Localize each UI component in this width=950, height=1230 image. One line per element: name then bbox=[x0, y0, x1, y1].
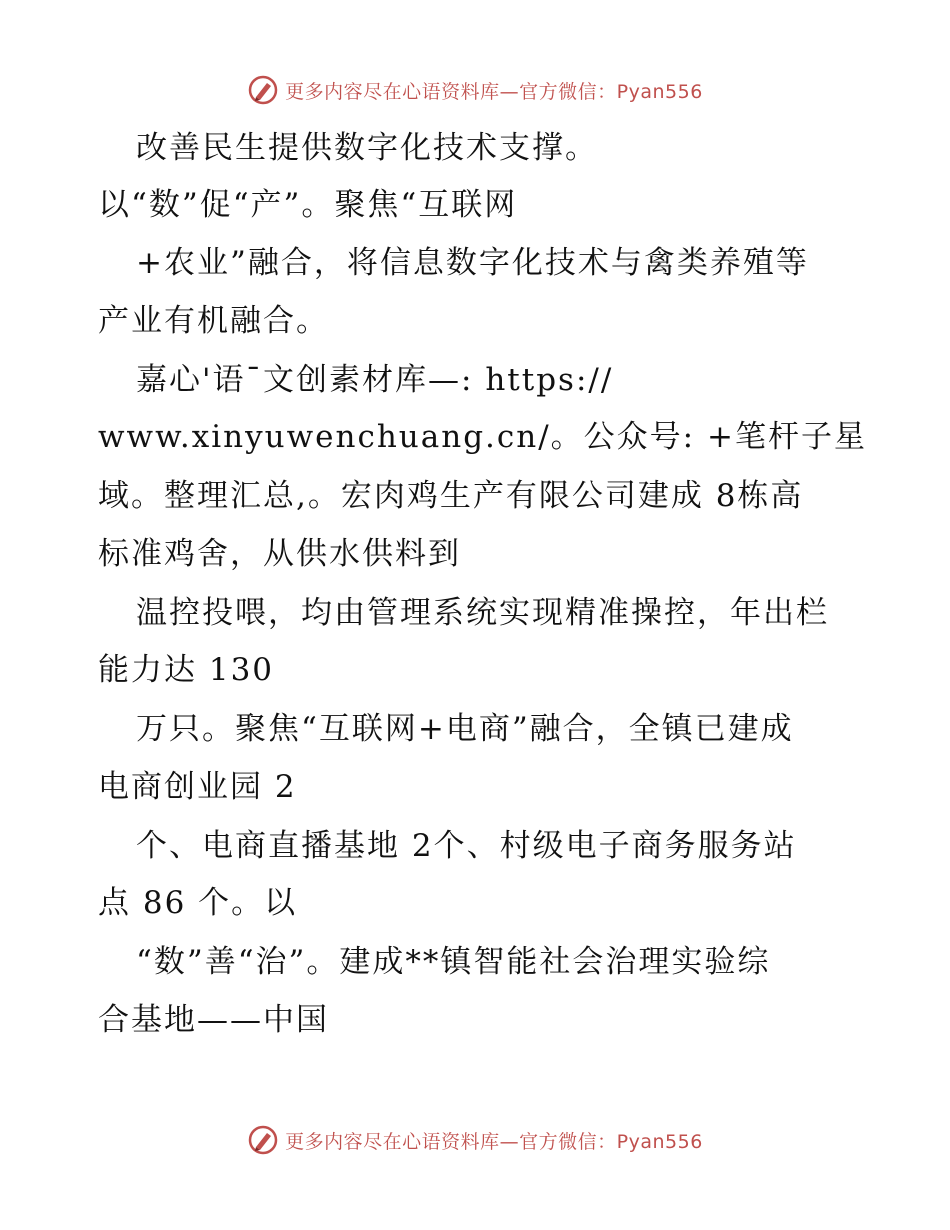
body-line: “数”善“治”。建成**镇智能社会治理实验综 bbox=[136, 944, 771, 980]
body-line: 合基地——中国 bbox=[98, 1002, 329, 1038]
body-line: 温控投喂，均由管理系统实现精准操控，年出栏 bbox=[136, 595, 829, 631]
body-line: 标准鸡舍，从供水供料到 bbox=[98, 536, 461, 572]
body-line: 电商创业园 2 bbox=[98, 769, 297, 805]
footer-watermark bbox=[0, 1120, 950, 1160]
header-watermark bbox=[0, 70, 950, 110]
pen-logo-icon bbox=[247, 74, 279, 106]
body-line: 嘉心'语¯文创素材库—: https:// bbox=[136, 362, 614, 398]
pen-logo-icon bbox=[247, 1124, 279, 1156]
body-line: 改善民生提供数字化技术支撑。 bbox=[136, 130, 598, 166]
footer-watermark-text: 更多内容尽在心语资料库—官方微信：Pyan556 bbox=[285, 1130, 703, 1153]
body-line: 万只。聚焦“互联网+电商”融合，全镇已建成 bbox=[136, 711, 794, 747]
body-line: 以“数”促“产”。聚焦“互联网 bbox=[98, 187, 518, 223]
body-line: www.xinyuwenchuang.cn/。公众号: +笔杆子星 bbox=[98, 419, 867, 455]
body-line: 能力达 130 bbox=[98, 652, 275, 688]
body-line: 点 86 个。以 bbox=[98, 885, 298, 921]
body-line: 个、电商直播基地 2个、村级电子商务服务站 bbox=[136, 828, 797, 864]
body-line: 域。整理汇总,。宏肉鸡生产有限公司建成 8栋高 bbox=[98, 478, 804, 514]
body-line: 产业有机融合。 bbox=[98, 303, 329, 339]
header-watermark-text: 更多内容尽在心语资料库—官方微信：Pyan556 bbox=[285, 80, 703, 103]
body-line: +农业”融合，将信息数字化技术与禽类养殖等 bbox=[136, 245, 809, 281]
